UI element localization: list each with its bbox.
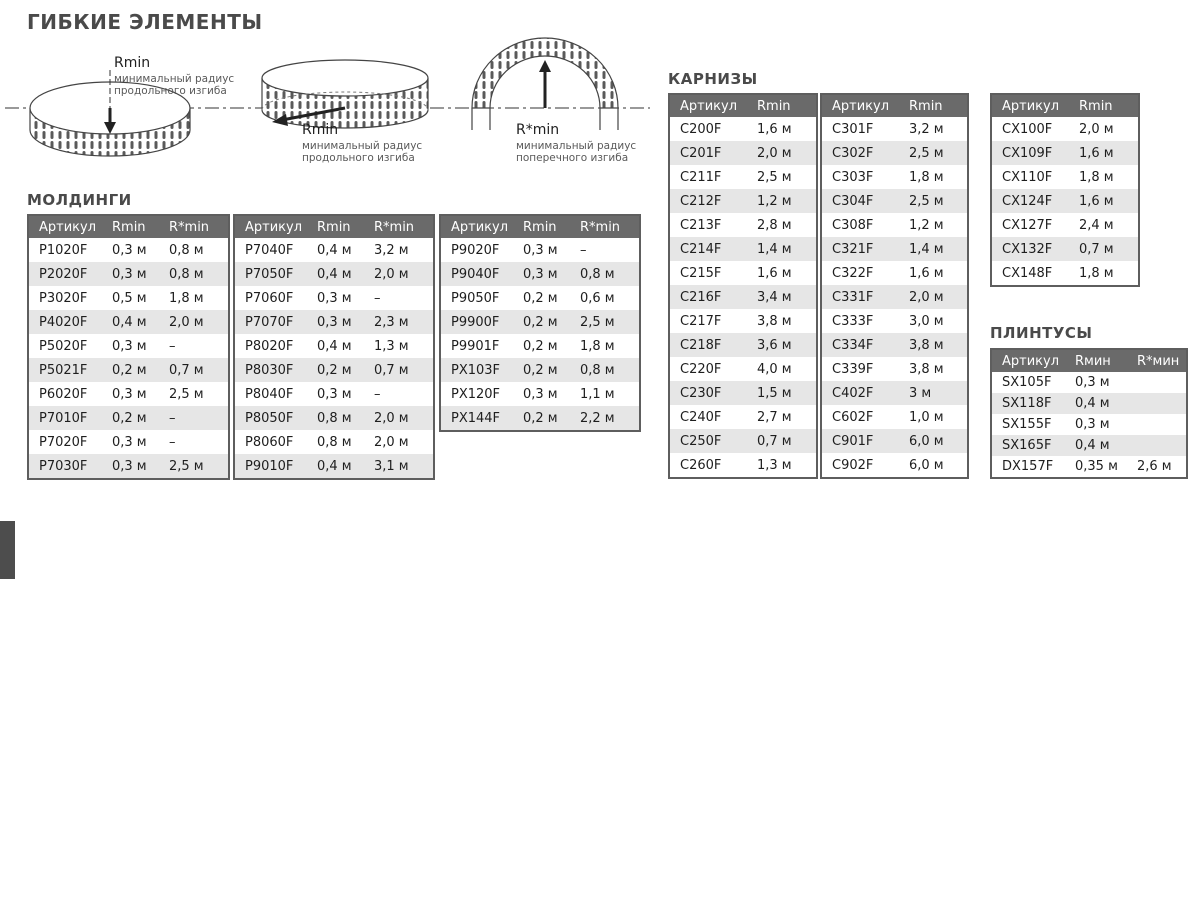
table-cell: 2,3 м — [364, 310, 434, 334]
table-cell: 1,0 м — [899, 405, 968, 429]
table-row — [991, 456, 1187, 478]
table-cell: 4,0 м — [747, 357, 817, 381]
table-cell: 3,8 м — [899, 333, 968, 357]
table-cell: C213F — [669, 213, 747, 237]
table-cell: 2,0 м — [899, 285, 968, 309]
table-row — [28, 334, 229, 358]
table-cell: 2,0 м — [747, 141, 817, 165]
table-cell: 1,6 м — [1069, 189, 1139, 213]
table-cell: C303F — [821, 165, 899, 189]
table-row — [234, 286, 434, 310]
table-row — [821, 381, 968, 405]
table-cell: P7010F — [28, 406, 102, 430]
table-cell: P9050F — [440, 286, 513, 310]
moldings-table-3 — [439, 214, 641, 432]
column-header: R*min — [570, 215, 640, 238]
table-cell: CX132F — [991, 237, 1069, 261]
table-cell: C230F — [669, 381, 747, 405]
table-cell: C217F — [669, 309, 747, 333]
table-cell: C215F — [669, 261, 747, 285]
table-row — [669, 165, 817, 189]
table-cell: P8040F — [234, 382, 307, 406]
fig1-caption-line1: минимальный радиус — [114, 73, 235, 85]
table-cell: 0,4 м — [1065, 435, 1127, 456]
table-cell: CX100F — [991, 117, 1069, 141]
table-cell: 3,1 м — [364, 454, 434, 479]
table-row — [991, 189, 1139, 213]
table-cell: – — [364, 286, 434, 310]
table-cell: P7060F — [234, 286, 307, 310]
table-cell: 1,8 м — [1069, 261, 1139, 286]
table-cell: 2,2 м — [570, 406, 640, 431]
table-row — [991, 141, 1139, 165]
table-cell: 2,0 м — [364, 262, 434, 286]
table-row — [234, 238, 434, 262]
table-cell: C212F — [669, 189, 747, 213]
table-cell: CX127F — [991, 213, 1069, 237]
table-cell: C304F — [821, 189, 899, 213]
table-cell: 1,1 м — [570, 382, 640, 406]
table-row — [991, 165, 1139, 189]
table-cell: 3,2 м — [364, 238, 434, 262]
table-row — [821, 357, 968, 381]
column-header: Rmin — [1069, 94, 1139, 117]
table-cell: 3,4 м — [747, 285, 817, 309]
table-cell: 0,7 м — [1069, 237, 1139, 261]
table-cell: 0,8 м — [570, 262, 640, 286]
table-cell: P5021F — [28, 358, 102, 382]
table-cell: SX105F — [991, 372, 1065, 393]
table-cell: 0,3 м — [513, 238, 570, 262]
column-header: Rmin — [747, 94, 817, 117]
table-cell: 0,4 м — [1065, 393, 1127, 414]
table-row — [821, 261, 968, 285]
cornices-table-2 — [820, 93, 969, 479]
fig2-ring — [262, 60, 428, 128]
table-cell: 0,3 м — [307, 310, 364, 334]
table-cell: C322F — [821, 261, 899, 285]
table-cell: C602F — [821, 405, 899, 429]
table-cell: 0,6 м — [570, 286, 640, 310]
table-cell: CX110F — [991, 165, 1069, 189]
table-cell: 0,3 м — [102, 334, 159, 358]
table-row — [991, 261, 1139, 286]
table-cell: C334F — [821, 333, 899, 357]
table-cell: C260F — [669, 453, 747, 478]
moldings-table-1 — [27, 214, 230, 480]
table-cell: 2,5 м — [159, 454, 229, 479]
table-cell: 0,7 м — [747, 429, 817, 453]
table-row — [991, 435, 1187, 456]
table-cell: 0,8 м — [307, 430, 364, 454]
table-cell: C201F — [669, 141, 747, 165]
table-cell: 2,8 м — [747, 213, 817, 237]
table-row — [669, 381, 817, 405]
table-row — [440, 334, 640, 358]
column-header: Rmin — [307, 215, 364, 238]
table-header-row — [440, 215, 640, 238]
table-cell: C321F — [821, 237, 899, 261]
table-cell: 0,7 м — [364, 358, 434, 382]
table-cell: 0,4 м — [307, 238, 364, 262]
table-cell: 2,6 м — [1127, 456, 1187, 478]
table-cell: 0,3 м — [513, 262, 570, 286]
table-row — [28, 454, 229, 479]
table-cell: 2,5 м — [159, 382, 229, 406]
table-cell: P5020F — [28, 334, 102, 358]
table-cell: SX165F — [991, 435, 1065, 456]
table-cell: 3,2 м — [899, 117, 968, 141]
table-cell: 0,3 м — [102, 382, 159, 406]
fig3-caption-line1: минимальный радиус — [516, 140, 637, 152]
table-cell: 2,4 м — [1069, 213, 1139, 237]
table-cell: 0,2 м — [513, 334, 570, 358]
fig3-arch — [472, 38, 618, 130]
table-cell: P2020F — [28, 262, 102, 286]
table-cell: P7040F — [234, 238, 307, 262]
table-cell: 1,3 м — [747, 453, 817, 478]
table-cell: 1,8 м — [159, 286, 229, 310]
column-header: Rmin — [102, 215, 159, 238]
table-cell: – — [159, 334, 229, 358]
table-cell: P4020F — [28, 310, 102, 334]
table-cell: P7070F — [234, 310, 307, 334]
table-cell: 0,2 м — [513, 406, 570, 431]
column-header: R*мин — [1127, 349, 1187, 372]
table-row — [669, 261, 817, 285]
table-row — [669, 141, 817, 165]
table-cell: PX120F — [440, 382, 513, 406]
table-cell: 3,0 м — [899, 309, 968, 333]
table-cell: 0,4 м — [307, 334, 364, 358]
table-row — [234, 262, 434, 286]
table-cell: 3 м — [899, 381, 968, 405]
column-header: Rmin — [899, 94, 968, 117]
table-cell: 2,5 м — [899, 189, 968, 213]
table-row — [821, 453, 968, 478]
table-cell: 0,8 м — [159, 238, 229, 262]
table-cell: 0,8 м — [570, 358, 640, 382]
table-row — [669, 309, 817, 333]
table-cell: 1,4 м — [899, 237, 968, 261]
table-cell: P9901F — [440, 334, 513, 358]
table-cell: C220F — [669, 357, 747, 381]
table-cell: 0,4 м — [307, 454, 364, 479]
table-cell: C331F — [821, 285, 899, 309]
table-cell: 2,0 м — [364, 406, 434, 430]
table-row — [234, 358, 434, 382]
table-cell: 1,2 м — [899, 213, 968, 237]
cornices-table-1 — [668, 93, 818, 479]
table-row — [821, 141, 968, 165]
column-header: Артикул — [991, 94, 1069, 117]
table-cell: 6,0 м — [899, 453, 968, 478]
table-row — [234, 406, 434, 430]
table-cell: P8050F — [234, 406, 307, 430]
table-row — [669, 237, 817, 261]
fig2-label: Rmin — [302, 122, 339, 138]
table-cell: 0,3 м — [102, 454, 159, 479]
table-cell: 0,2 м — [513, 286, 570, 310]
table-cell: SX155F — [991, 414, 1065, 435]
table-row — [821, 237, 968, 261]
table-cell: C339F — [821, 357, 899, 381]
table-cell: 3,8 м — [899, 357, 968, 381]
table-cell: 0,3 м — [102, 262, 159, 286]
page-title: ГИБКИЕ ЭЛЕМЕНТЫ — [27, 10, 263, 34]
table-cell: P8030F — [234, 358, 307, 382]
table-cell: P7020F — [28, 430, 102, 454]
table-cell: P9900F — [440, 310, 513, 334]
table-cell: 0,4 м — [102, 310, 159, 334]
table-row — [669, 117, 817, 141]
table-row — [991, 237, 1139, 261]
table-cell: 0,3 м — [307, 382, 364, 406]
table-cell — [1127, 414, 1187, 435]
table-cell: C402F — [821, 381, 899, 405]
fig1-caption-line2: продольного изгиба — [114, 85, 227, 97]
column-header: R*min — [364, 215, 434, 238]
table-row — [440, 382, 640, 406]
table-row — [991, 393, 1187, 414]
table-cell: PX103F — [440, 358, 513, 382]
table-cell — [1127, 435, 1187, 456]
table-cell: 1,8 м — [1069, 165, 1139, 189]
table-row — [234, 430, 434, 454]
table-row — [28, 286, 229, 310]
table-row — [991, 372, 1187, 393]
table-cell: C301F — [821, 117, 899, 141]
table-header-row — [821, 94, 968, 117]
table-cell: C308F — [821, 213, 899, 237]
table-cell: 2,5 м — [570, 310, 640, 334]
table-row — [28, 238, 229, 262]
table-header-row — [991, 349, 1187, 372]
column-header: Артикул — [821, 94, 899, 117]
table-row — [28, 262, 229, 286]
table-row — [440, 238, 640, 262]
table-row — [440, 358, 640, 382]
fig2-caption-line2: продольного изгиба — [302, 152, 415, 164]
table-cell: CX124F — [991, 189, 1069, 213]
table-cell: 1,8 м — [899, 165, 968, 189]
table-header-row — [669, 94, 817, 117]
table-cell: 0,3 м — [513, 382, 570, 406]
table-header-row — [28, 215, 229, 238]
table-cell: 0,3 м — [1065, 414, 1127, 435]
table-cell: – — [570, 238, 640, 262]
table-cell: 0,8 м — [307, 406, 364, 430]
table-row — [821, 405, 968, 429]
table-cell: 0,3 м — [307, 286, 364, 310]
table-cell: SX118F — [991, 393, 1065, 414]
table-row — [821, 285, 968, 309]
table-cell: C216F — [669, 285, 747, 309]
table-cell: 0,3 м — [102, 430, 159, 454]
table-cell: 2,0 м — [1069, 117, 1139, 141]
table-cell: CX148F — [991, 261, 1069, 286]
table-cell: 0,2 м — [513, 310, 570, 334]
column-header: Артикул — [28, 215, 102, 238]
column-header: Артикул — [440, 215, 513, 238]
table-cell: C240F — [669, 405, 747, 429]
table-cell: C211F — [669, 165, 747, 189]
table-row — [821, 213, 968, 237]
table-cell: C200F — [669, 117, 747, 141]
table-cell: P3020F — [28, 286, 102, 310]
table-cell: 6,0 м — [899, 429, 968, 453]
table-cell: 0,5 м — [102, 286, 159, 310]
table-row — [440, 286, 640, 310]
table-row — [669, 453, 817, 478]
table-cell: 2,5 м — [899, 141, 968, 165]
table-cell: C218F — [669, 333, 747, 357]
table-row — [821, 309, 968, 333]
table-cell: 0,2 м — [102, 406, 159, 430]
table-row — [669, 429, 817, 453]
table-cell: 3,6 м — [747, 333, 817, 357]
table-row — [669, 405, 817, 429]
table-cell: 2,5 м — [747, 165, 817, 189]
table-cell: 1,3 м — [364, 334, 434, 358]
table-cell: C901F — [821, 429, 899, 453]
fig1-label: Rmin — [114, 55, 151, 71]
table-cell: P9010F — [234, 454, 307, 479]
table-cell: 2,7 м — [747, 405, 817, 429]
table-cell — [1127, 393, 1187, 414]
moldings-table-2 — [233, 214, 435, 480]
table-cell: P1020F — [28, 238, 102, 262]
table-row — [28, 310, 229, 334]
side-marker — [0, 521, 15, 579]
table-cell: 0,4 м — [307, 262, 364, 286]
table-cell: P8060F — [234, 430, 307, 454]
bending-radius-diagram — [0, 30, 660, 170]
table-row — [234, 454, 434, 479]
table-cell: P9020F — [440, 238, 513, 262]
table-cell: 1,6 м — [747, 261, 817, 285]
table-row — [440, 262, 640, 286]
table-cell: C333F — [821, 309, 899, 333]
plinths-heading: ПЛИНТУСЫ — [990, 324, 1093, 342]
table-cell: CX109F — [991, 141, 1069, 165]
table-cell: 0,7 м — [159, 358, 229, 382]
table-row — [669, 285, 817, 309]
table-row — [821, 165, 968, 189]
table-cell: 1,4 м — [747, 237, 817, 261]
column-header: Rмин — [1065, 349, 1127, 372]
table-row — [669, 213, 817, 237]
fig2-caption-line1: минимальный радиус — [302, 140, 423, 152]
table-cell: 2,0 м — [159, 310, 229, 334]
table-cell: 3,8 м — [747, 309, 817, 333]
table-row — [234, 382, 434, 406]
table-cell: 1,6 м — [1069, 141, 1139, 165]
table-cell: P6020F — [28, 382, 102, 406]
table-cell: 0,8 м — [159, 262, 229, 286]
table-row — [669, 333, 817, 357]
table-header-row — [234, 215, 434, 238]
table-cell: – — [159, 406, 229, 430]
table-row — [28, 430, 229, 454]
table-row — [669, 357, 817, 381]
table-row — [440, 406, 640, 431]
table-cell: 1,8 м — [570, 334, 640, 358]
table-cell: 0,3 м — [1065, 372, 1127, 393]
table-cell — [1127, 372, 1187, 393]
table-cell: – — [364, 382, 434, 406]
table-cell: 1,5 м — [747, 381, 817, 405]
table-cell: 0,3 м — [102, 238, 159, 262]
table-row — [991, 117, 1139, 141]
plinths-table — [990, 348, 1188, 479]
cornices-heading: КАРНИЗЫ — [668, 70, 758, 88]
table-cell: – — [159, 430, 229, 454]
column-header: Артикул — [234, 215, 307, 238]
column-header: Артикул — [669, 94, 747, 117]
table-row — [234, 310, 434, 334]
table-row — [991, 213, 1139, 237]
table-cell: 0,2 м — [307, 358, 364, 382]
table-cell: 0,2 м — [513, 358, 570, 382]
moldings-heading: МОЛДИНГИ — [27, 191, 132, 209]
table-cell: PX144F — [440, 406, 513, 431]
table-cell: P9040F — [440, 262, 513, 286]
table-row — [28, 358, 229, 382]
table-row — [821, 429, 968, 453]
column-header: Артикул — [991, 349, 1065, 372]
table-row — [821, 117, 968, 141]
column-header: R*min — [159, 215, 229, 238]
column-header: Rmin — [513, 215, 570, 238]
table-cell: P8020F — [234, 334, 307, 358]
table-cell: 0,2 м — [102, 358, 159, 382]
table-row — [669, 189, 817, 213]
table-cell: C250F — [669, 429, 747, 453]
table-cell: P7050F — [234, 262, 307, 286]
table-row — [821, 189, 968, 213]
fig3-label: R*min — [516, 122, 560, 138]
table-cell: 1,6 м — [747, 117, 817, 141]
table-row — [440, 310, 640, 334]
table-row — [28, 406, 229, 430]
table-row — [234, 334, 434, 358]
table-cell: C214F — [669, 237, 747, 261]
table-cell: C302F — [821, 141, 899, 165]
table-cell: 0,35 м — [1065, 456, 1127, 478]
table-cell: C902F — [821, 453, 899, 478]
table-cell: DX157F — [991, 456, 1065, 478]
table-cell: 1,2 м — [747, 189, 817, 213]
cornices-table-3 — [990, 93, 1140, 287]
table-cell: 1,6 м — [899, 261, 968, 285]
fig3-caption-line2: поперечного изгиба — [516, 152, 629, 164]
table-row — [991, 414, 1187, 435]
table-header-row — [991, 94, 1139, 117]
table-cell: P7030F — [28, 454, 102, 479]
table-row — [28, 382, 229, 406]
table-row — [821, 333, 968, 357]
table-cell: 2,0 м — [364, 430, 434, 454]
